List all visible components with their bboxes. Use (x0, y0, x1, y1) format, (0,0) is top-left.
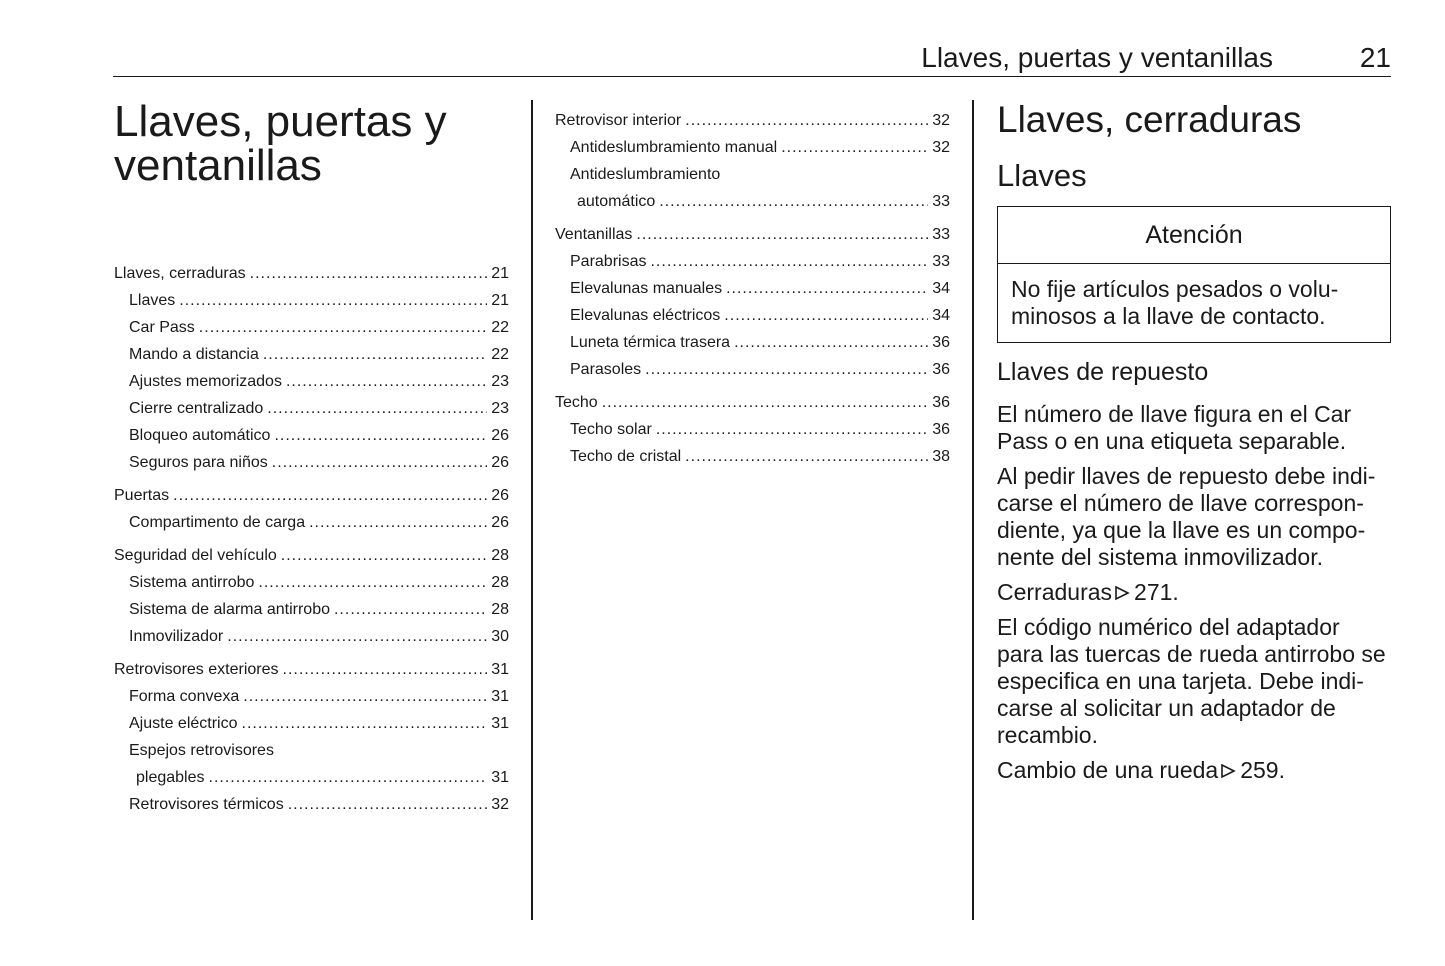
toc-leader-dots (267, 395, 487, 422)
toc-entry-label: Forma convexa (129, 688, 240, 705)
paragraph-line: El número de llave figura en el Car (997, 401, 1352, 427)
toc-entry-label: Inmovilizador (129, 628, 224, 645)
paragraph-line: carse al solicitar un adaptador de (997, 695, 1336, 721)
toc-entry-label: plegables (136, 769, 205, 786)
toc-subentry[interactable] (114, 683, 509, 710)
toc-leader-dots (286, 368, 487, 395)
toc-entry-page: 33 (932, 193, 950, 210)
toc-subentry[interactable] (114, 764, 509, 791)
paragraph-line: carse el número de llave correspon- (997, 490, 1364, 516)
reference-page-link[interactable]: 271. (1134, 579, 1179, 605)
toc-entry-label: Mando a distancia (129, 346, 259, 363)
toc-entry-page: 38 (932, 448, 950, 465)
toc-section (114, 656, 509, 818)
page-number: 21 (1359, 42, 1391, 73)
reference-text: Cerraduras (997, 579, 1113, 605)
toc-subentry[interactable] (114, 287, 509, 314)
toc-entry-label: Retrovisores exteriores (114, 661, 279, 678)
toc-entry-label: Sistema antirrobo (129, 574, 255, 591)
toc-entry-page: 26 (491, 427, 509, 444)
toc-leader-dots (650, 248, 928, 275)
paragraph-line: recambio. (997, 722, 1098, 748)
toc-entry-page: 26 (491, 514, 509, 531)
toc-entry-label: Sistema de alarma antirrobo (129, 601, 330, 618)
running-title: Llaves, puertas y ventanillas (921, 42, 1273, 73)
toc-subentry[interactable] (555, 248, 950, 275)
toc-subentry[interactable] (555, 134, 950, 161)
toc-leader-dots (272, 449, 487, 476)
toc-leader-dots (179, 287, 487, 314)
toc-entry[interactable] (555, 221, 950, 248)
toc-leader-dots (645, 356, 928, 383)
toc-entry-page: 34 (932, 307, 950, 324)
page-reference-arrow-icon (1114, 585, 1130, 601)
paragraph (997, 614, 1391, 749)
toc-entry[interactable] (555, 389, 950, 416)
toc-section (555, 107, 950, 215)
toc-leader-dots (243, 683, 487, 710)
toc-subentry[interactable] (114, 341, 509, 368)
table-of-contents-continued (555, 107, 950, 470)
toc-leader-dots (242, 710, 488, 737)
content-column (997, 100, 1391, 792)
toc-entry-page: 28 (491, 574, 509, 591)
toc-leader-dots (283, 656, 488, 683)
toc-subentry[interactable] (114, 569, 509, 596)
toc-entry-page: 31 (491, 661, 509, 678)
toc-entry-label: Llaves (129, 292, 176, 309)
toc-section (555, 221, 950, 383)
notice-body (998, 264, 1390, 342)
toc-entry-page: 31 (491, 715, 509, 732)
paragraph (997, 463, 1391, 571)
toc-subentry[interactable] (114, 368, 509, 395)
toc-leader-dots (734, 329, 928, 356)
toc-subentry[interactable] (114, 449, 509, 476)
toc-subentry[interactable] (114, 710, 509, 737)
toc-leader-dots (685, 443, 928, 470)
page-header (113, 38, 1391, 77)
toc-leader-dots (281, 542, 487, 569)
toc-subentry[interactable] (555, 443, 950, 470)
toc-entry-label: Retrovisores térmicos (129, 796, 284, 813)
toc-subentry[interactable] (114, 509, 509, 536)
toc-entry-page: 28 (491, 547, 509, 564)
toc-subentry[interactable] (555, 188, 950, 215)
toc-entry-page: 33 (932, 253, 950, 270)
toc-leader-dots (602, 389, 929, 416)
toc-entry[interactable] (114, 260, 509, 287)
cross-reference (997, 757, 1391, 784)
toc-entry-page: 36 (932, 361, 950, 378)
toc-entry-label: Antideslumbramiento manual (570, 139, 778, 156)
toc-leader-dots (288, 791, 488, 818)
toc-entry-page: 34 (932, 280, 950, 297)
toc-subentry[interactable] (114, 314, 509, 341)
toc-entry-label: Compartimento de carga (129, 514, 306, 531)
toc-leader-dots (334, 596, 487, 623)
toc-entry-page: 36 (932, 334, 950, 351)
paragraph-line: para las tuercas de rueda antirrobo se (997, 641, 1386, 667)
toc-entry-label: Puertas (114, 487, 170, 504)
paragraph-line: diente, ya que la llave es un compo- (997, 517, 1366, 543)
toc-subentry[interactable] (555, 416, 950, 443)
toc-leader-dots (636, 221, 928, 248)
toc-section (114, 482, 509, 536)
chapter-title (114, 97, 509, 190)
toc-entry-label: Bloqueo automático (129, 427, 271, 444)
paragraph-line: El código numérico del adaptador (997, 614, 1340, 640)
toc-entry-label: Ajuste eléctrico (129, 715, 238, 732)
toc-subentry[interactable] (114, 623, 509, 650)
toc-leader-dots (173, 482, 487, 509)
toc-entry-page: 21 (491, 292, 509, 309)
toc-entry-label: Llaves, cerraduras (114, 265, 246, 282)
toc-entry-page: 31 (491, 769, 509, 786)
toc-leader-dots (726, 275, 928, 302)
paragraph (997, 401, 1391, 455)
toc-subentry-label-line[interactable]: Antideslumbramiento (570, 166, 721, 183)
toc-entry-page: 36 (932, 421, 950, 438)
column-divider-left (531, 100, 533, 920)
toc-entry-label: Elevalunas eléctricos (570, 307, 721, 324)
toc-leader-dots (724, 302, 928, 329)
toc-column-2 (555, 107, 950, 476)
toc-entry-page: 32 (932, 112, 950, 129)
spare-keys-heading: Llaves de repuesto (997, 358, 1209, 386)
cross-reference (997, 579, 1391, 606)
toc-section (114, 260, 509, 476)
toc-section (555, 389, 950, 470)
toc-entry-page: 23 (491, 400, 509, 417)
toc-entry-page: 28 (491, 601, 509, 618)
paragraph-line: Pass o en una etiqueta separable. (997, 428, 1347, 454)
toc-entry-page: 26 (491, 487, 509, 504)
toc-entry[interactable] (114, 542, 509, 569)
toc-entry-label: Car Pass (129, 319, 195, 336)
toc-leader-dots (209, 764, 488, 791)
reference-page-link[interactable]: 259. (1240, 757, 1285, 783)
toc-column-1 (114, 97, 509, 824)
notice-line: No fije artículos pesados o volu- (1011, 276, 1339, 302)
toc-entry-page: 33 (932, 226, 950, 243)
toc-subentry[interactable] (555, 275, 950, 302)
toc-entry-label: Techo (555, 394, 598, 411)
toc-entry-page: 36 (932, 394, 950, 411)
toc-subentry[interactable] (114, 422, 509, 449)
toc-entry-label: Ventanillas (555, 226, 633, 243)
chapter-title-line2: ventanillas (114, 141, 322, 190)
toc-entry-label: Elevalunas manuales (570, 280, 723, 297)
toc-entry-page: 23 (491, 373, 509, 390)
toc-subentry[interactable] (114, 791, 509, 818)
toc-entry[interactable] (555, 107, 950, 134)
paragraph-line: Al pedir llaves de repuesto debe indi- (997, 463, 1376, 489)
toc-entry-page: 22 (491, 346, 509, 363)
toc-subentry[interactable] (114, 395, 509, 422)
paragraph-line: especifica en una tarjeta. Debe indi- (997, 668, 1364, 694)
toc-leader-dots (685, 107, 928, 134)
toc-entry-label: Techo solar (570, 421, 652, 438)
toc-leader-dots (309, 509, 487, 536)
toc-entry-label: Seguros para niños (129, 454, 268, 471)
toc-leader-dots (781, 134, 928, 161)
toc-leader-dots (227, 623, 487, 650)
table-of-contents (114, 260, 509, 818)
toc-entry-page: 26 (491, 454, 509, 471)
notice-heading: Atención (998, 207, 1390, 264)
reference-text: Cambio de una rueda (997, 757, 1219, 783)
toc-entry[interactable] (114, 656, 509, 683)
paragraph-line: nente del sistema inmovilizador. (997, 544, 1323, 570)
toc-entry-page: 31 (491, 688, 509, 705)
toc-entry-label: Techo de cristal (570, 448, 682, 465)
toc-leader-dots (199, 314, 487, 341)
toc-leader-dots (258, 569, 487, 596)
column-divider-right (972, 100, 974, 920)
attention-notice (997, 206, 1391, 343)
notice-line: minosos a la llave de contacto. (1011, 303, 1326, 329)
section-title: Llaves, cerraduras (997, 99, 1302, 140)
toc-leader-dots (659, 188, 928, 215)
toc-entry-page: 22 (491, 319, 509, 336)
toc-leader-dots (274, 422, 487, 449)
toc-subentry[interactable] (555, 356, 950, 383)
toc-entry-label: Parasoles (570, 361, 642, 378)
toc-subentry-label-line[interactable]: Espejos retrovisores (129, 742, 274, 759)
toc-entry-page: 32 (932, 139, 950, 156)
toc-subentry[interactable] (114, 596, 509, 623)
toc-subentry[interactable] (555, 329, 950, 356)
toc-section (114, 542, 509, 650)
toc-entry-label: Ajustes memorizados (129, 373, 282, 390)
toc-leader-dots (263, 341, 487, 368)
chapter-title-line1: Llaves, puertas y (114, 97, 447, 146)
toc-entry-label: automático (577, 193, 656, 210)
toc-entry[interactable] (114, 482, 509, 509)
toc-entry-label: Luneta térmica trasera (570, 334, 731, 351)
toc-entry-label: Cierre centralizado (129, 400, 264, 417)
toc-entry-page: 21 (491, 265, 509, 282)
toc-entry-label: Retrovisor interior (555, 112, 682, 129)
subsection-title: Llaves (997, 158, 1087, 193)
page-reference-arrow-icon (1220, 763, 1236, 779)
toc-leader-dots (250, 260, 488, 287)
toc-entry-label: Seguridad del vehículo (114, 547, 277, 564)
toc-subentry[interactable] (555, 302, 950, 329)
toc-entry-label: Parabrisas (570, 253, 647, 270)
toc-entry-page: 32 (491, 796, 509, 813)
toc-leader-dots (656, 416, 928, 443)
toc-entry-page: 30 (491, 628, 509, 645)
